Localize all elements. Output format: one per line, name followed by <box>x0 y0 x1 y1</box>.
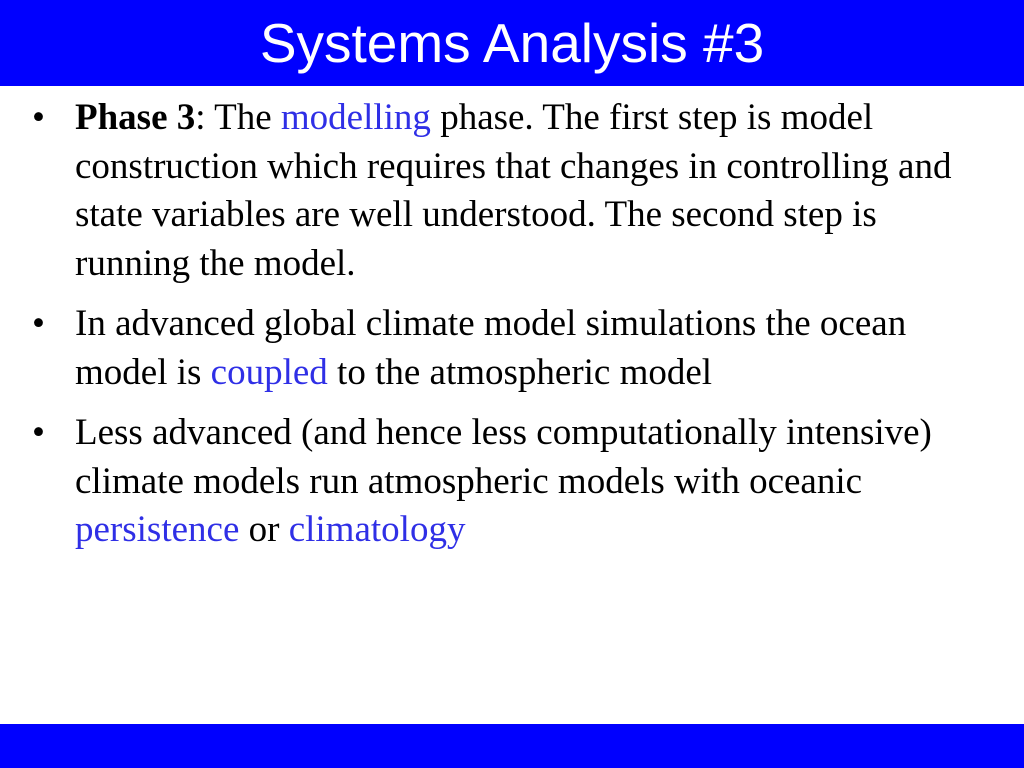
bullet-text: phase. The first step is model construction which requires that changes in controlling and state variables are well understood. The second step is running the model. <box>75 97 952 284</box>
bullet-text: or <box>239 509 289 550</box>
highlight-term-coupled: coupled <box>210 351 328 393</box>
highlight-term-modelling: modelling <box>280 97 431 138</box>
title-bar <box>0 0 1024 86</box>
bullet-item-phase-3 <box>32 94 992 288</box>
bullet-text: : The <box>195 97 281 138</box>
bullet-lead-bold: Phase 3 <box>75 97 196 138</box>
highlight-term-climatology: climatology <box>288 509 466 550</box>
bullet-text: to the atmospheric model <box>327 351 713 393</box>
bullet-text: In advanced global climate model simulations the ocean model is <box>75 303 907 393</box>
footer-bar <box>0 724 1024 768</box>
bullet-text: Less advanced (and hence less computationally intensive) climate models run atmospheric models with oceanic <box>75 412 932 502</box>
slide-title: Systems Analysis #3 <box>259 12 765 74</box>
highlight-term-persistence: persistence <box>75 509 240 550</box>
bullet-item-less-advanced <box>32 409 992 555</box>
bullet-marker: • <box>32 97 45 138</box>
bullet-item-coupled <box>32 300 992 397</box>
bullet-list <box>32 94 992 567</box>
bullet-marker: • <box>32 303 45 344</box>
bullet-marker: • <box>32 412 45 453</box>
